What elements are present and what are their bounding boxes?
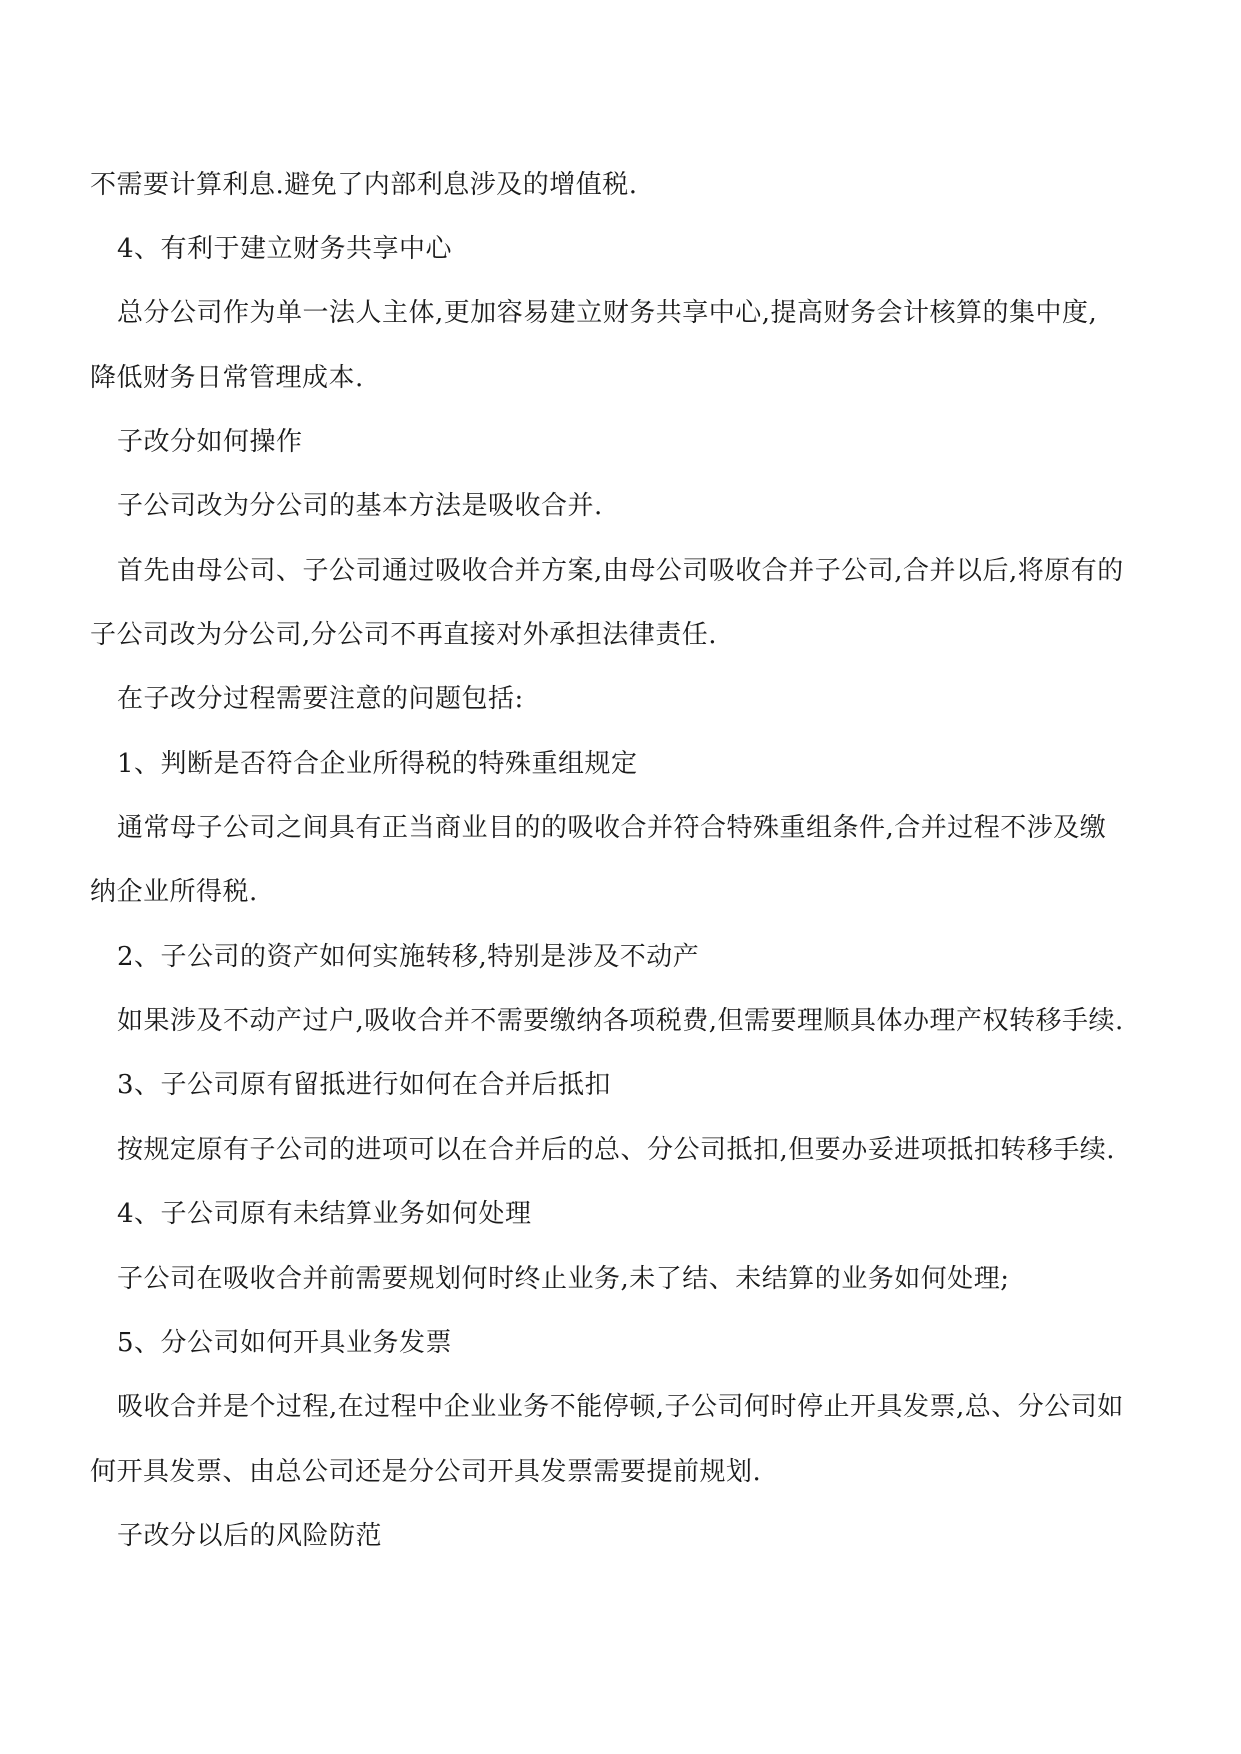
text-line-11: 通常母子公司之间具有正当商业目的的吸收合并符合特殊重组条件,合并过程不涉及缴 <box>117 813 1107 843</box>
text-line-13: 2、子公司的资产如何实施转移,特别是涉及不动产 <box>117 942 700 972</box>
text-line-15: 3、子公司原有留抵进行如何在合并后抵扣 <box>117 1070 612 1100</box>
text-line-9: 在子改分过程需要注意的问题包括: <box>117 684 524 714</box>
text-line-1: 不需要计算利息.避免了内部利息涉及的增值税. <box>90 170 638 200</box>
text-line-10: 1、判断是否符合企业所得税的特殊重组规定 <box>117 749 638 779</box>
text-line-2: 4、有利于建立财务共享中心 <box>117 234 453 264</box>
text-line-6: 子公司改为分公司的基本方法是吸收合并. <box>117 491 603 521</box>
text-line-16: 按规定原有子公司的进项可以在合并后的总、分公司抵扣,但要办妥进项抵扣转移手续. <box>117 1135 1116 1165</box>
text-line-5: 子改分如何操作 <box>117 427 303 457</box>
text-line-8: 子公司改为分公司,分公司不再直接对外承担法律责任. <box>90 620 718 650</box>
text-line-19: 5、分公司如何开具业务发票 <box>117 1328 453 1358</box>
text-line-21: 何开具发票、由总公司还是分公司开具发票需要提前规划. <box>90 1457 762 1487</box>
text-line-22: 子改分以后的风险防范 <box>117 1521 383 1551</box>
text-line-14: 如果涉及不动产过户,吸收合并不需要缴纳各项税费,但需要理顺具体办理产权转移手续. <box>117 1006 1124 1036</box>
text-line-17: 4、子公司原有未结算业务如何处理 <box>117 1199 532 1229</box>
text-line-18: 子公司在吸收合并前需要规划何时终止业务,未了结、未结算的业务如何处理; <box>117 1264 1010 1294</box>
text-line-4: 降低财务日常管理成本. <box>90 363 364 393</box>
text-line-3: 总分公司作为单一法人主体,更加容易建立财务共享中心,提高财务会计核算的集中度, <box>117 298 1098 328</box>
text-line-12: 纳企业所得税. <box>90 877 258 907</box>
text-line-7: 首先由母公司、子公司通过吸收合并方案,由母公司吸收合并子公司,合并以后,将原有的 <box>117 556 1124 586</box>
text-line-20: 吸收合并是个过程,在过程中企业业务不能停顿,子公司何时停止开具发票,总、分公司如 <box>117 1392 1124 1422</box>
